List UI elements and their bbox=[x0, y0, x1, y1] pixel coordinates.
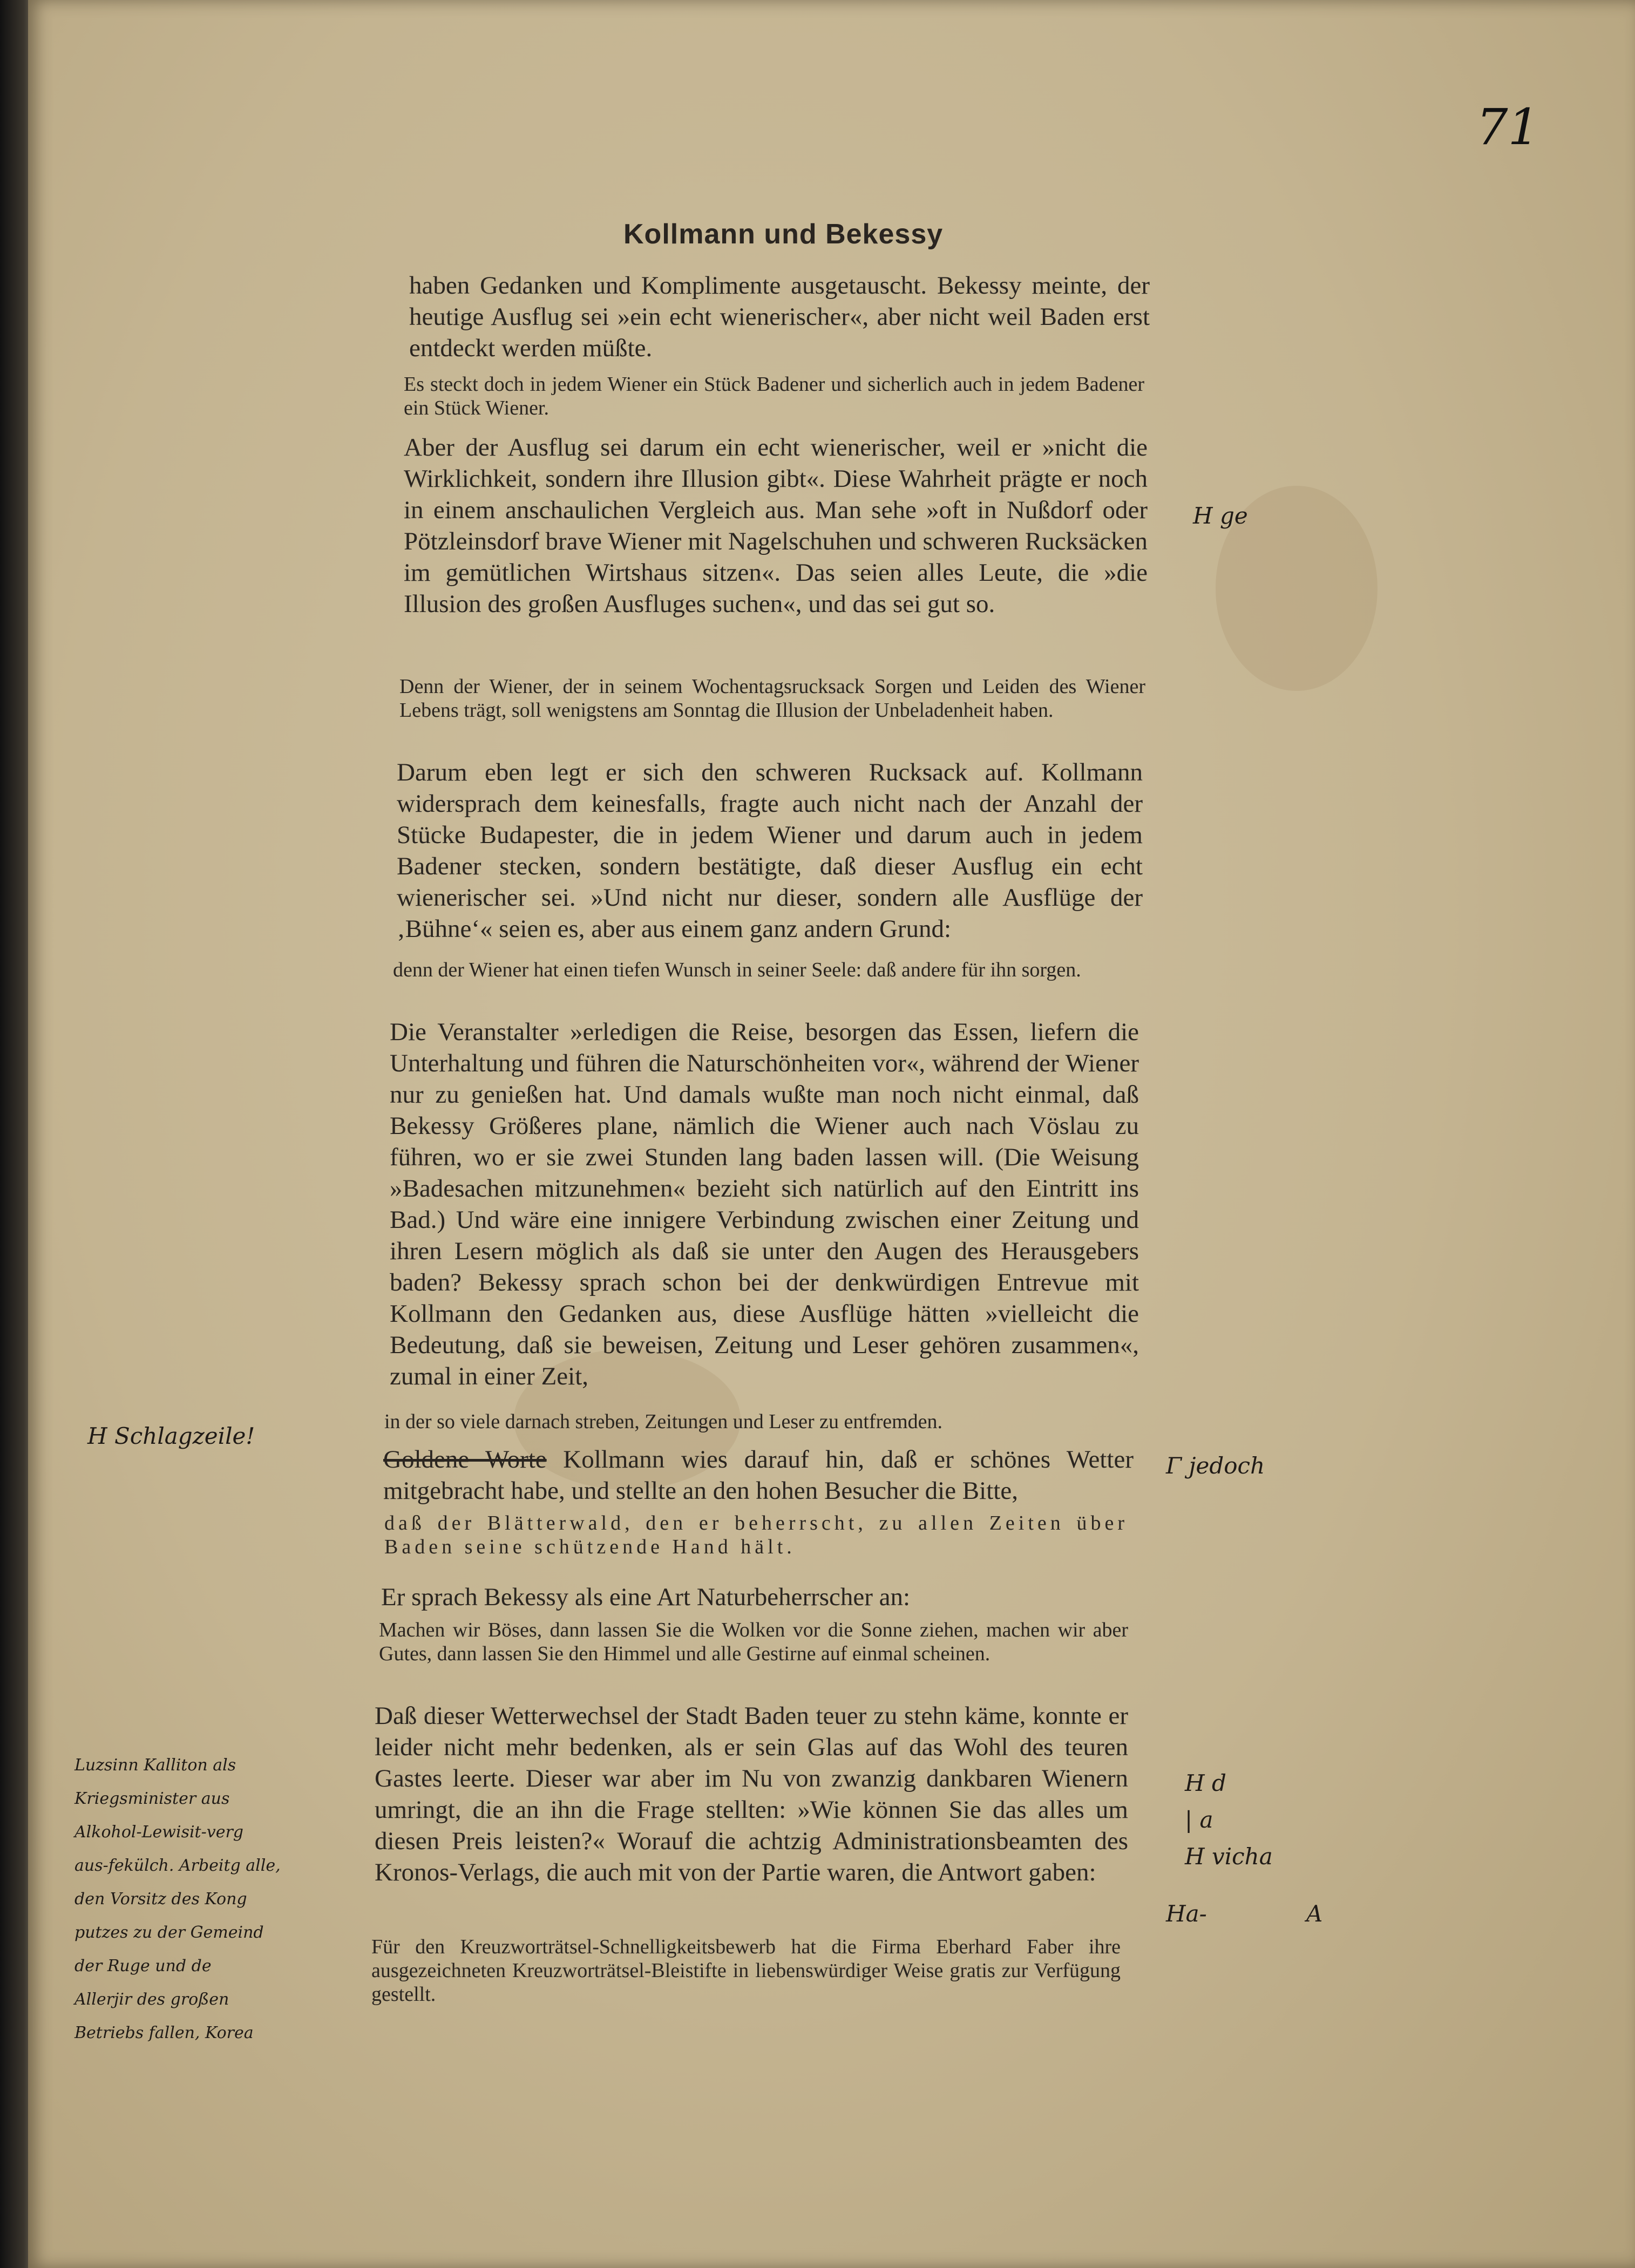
body-paragraph: Goldene Worte Kollmann wies darauf hin, daß er schönes Wetter mitgebracht habe, und stellte an den hohen Besucher die Bitte, bbox=[383, 1445, 1134, 1505]
margin-note: A bbox=[1306, 1900, 1323, 1927]
quote-paragraph: daß der Blätterwald, den er beherrscht, zu allen Zeiten über Baden seine schützende Hand hält. bbox=[384, 1512, 1128, 1558]
quote-paragraph: Denn der Wiener, der in seinem Wochentagsrucksack Sorgen und Leiden des Wiener Lebens trägt, soll wenigstens am Sonntag die Illusion der Unbeladenheit haben. bbox=[399, 675, 1145, 722]
body-paragraph: Die Veranstalter »erledigen die Reise, besorgen das Essen, liefern die Unterhaltung und führen die Naturschönheiten vor«, während der Wiener nur zu genießen hat. Und damals wußte man noch nicht einmal, daß Bekessy Größeres plane, nämlich die Wiener auch nach Vöslau zu führen, wo er sie zwei Stunden lang baden lassen will. (Die Weisung »Badesachen mitzunehmen« bezieht sich natürlich auf den Eintritt ins Bad.) Und wäre eine innigere Verbindung zwischen einer Zeitung und ihren Lesern möglich als daß sie unter den Augen des Herausgebers baden? Bekessy sprach schon bei der denkwürdigen Entrevue mit Kollmann den Gedanken aus, diese Ausflüge hätten »vielleicht die Bedeutung, daß sie beweisen, Zeitung und Leser gehören zusammen«, zumal in einer Zeit, bbox=[390, 1018, 1139, 1390]
struck-text: Goldene Worte bbox=[383, 1445, 547, 1473]
quote-paragraph: in der so viele darnach streben, Zeitungen und Leser zu entfremden. bbox=[384, 1410, 943, 1433]
body-paragraph: Er sprach Bekessy als eine Art Naturbeherrscher an: bbox=[381, 1583, 911, 1611]
body-paragraph: haben Gedanken und Komplimente ausgetauscht. Bekessy meinte, der heutige Ausflug sei »ein echt wienerischer«, aber nicht weil Baden erst entdeckt werden müßte. bbox=[409, 271, 1150, 362]
margin-note: Luzsinn Kalliton als Kriegsminister aus Alkohol-Lewisit-verg aus-fekülch. Arbeitg alle, den Vorsitz des Kong putzes zu der Gemeind der Ruge und de Allerjir des großen Betriebs fallen, Korea bbox=[74, 1756, 281, 2042]
body-paragraph: Daß dieser Wetterwechsel der Stadt Baden teuer zu stehn käme, konnte er leider nicht mehr bedenken, als er sein Glas auf das Wohl des teuren Gastes leerte. Dieser war aber im Nu von zwanzig dankbaren Wienern umringt, die an ihn die Frage stellten: »Wie können Sie das alles um diesen Preis leisten?« Worauf die achtzig Administrationsbeamten des Kronos-Verlags, die auch mit von der Partie waren, die Antwort gaben: bbox=[375, 1702, 1128, 1886]
margin-note: H ge bbox=[1193, 503, 1248, 529]
page-number: 71 bbox=[1476, 98, 1540, 156]
margin-note: Ha- bbox=[1166, 1900, 1207, 1927]
body-paragraph: Darum eben legt er sich den schweren Rucksack auf. Kollmann widersprach dem keinesfalls, fragte auch nicht nach der Anzahl der Stücke Budapester, die in jedem Wiener und darum auch in jedem Badener stecken, sondern bestätigte, daß dieser Ausflug ein echt wienerischer sei. »Und nicht nur dieser, sondern alle Ausflüge der ‚Bühne‘« seien es, aber aus einem ganz andern Grund: bbox=[397, 758, 1143, 943]
quote-paragraph: Es steckt doch in jedem Wiener ein Stück Badener und sicherlich auch in jedem Badener ein Stück Wiener. bbox=[404, 373, 1144, 419]
quote-paragraph: denn der Wiener hat einen tiefen Wunsch in seiner Seele: daß andere für ihn sorgen. bbox=[393, 959, 1081, 981]
quote-paragraph: Machen wir Böses, dann lassen Sie die Wolken vor die Sonne ziehen, machen wir aber Gutes, dann lassen Sie den Himmel und alle Gestirne auf einmal scheinen. bbox=[379, 1619, 1128, 1665]
margin-note: Γ jedoch bbox=[1166, 1452, 1265, 1479]
margin-note: H Schlagzeile! bbox=[87, 1423, 255, 1449]
margin-note: H d | a H vicha bbox=[1185, 1770, 1273, 1870]
body-paragraph: Aber der Ausflug sei darum ein echt wienerischer, weil er »nicht die Wirklichkeit, sondern ihre Illusion gibt«. Diese Wahrheit prägte er noch in einem anschaulichen Vergleich aus. Man sehe »oft in Nußdorf oder Pötzleinsdorf brave Wiener mit Nagelschuhen und schweren Rucksäcken im gemütlichen Wirtshaus sitzen«. Das seien alles Leute, die »die Illusion des großen Ausfluges suchen«, und das sei gut so. bbox=[404, 433, 1148, 618]
quote-paragraph: Für den Kreuzworträtsel-Schnelligkeitsbewerb hat die Firma Eberhard Faber ihre ausgezeichneten Kreuzworträtsel-Bleistifte in liebenswürdiger Weise gratis zur Verfügung gestellt. bbox=[371, 1936, 1121, 2006]
page-title: Kollmann und Bekessy bbox=[623, 219, 944, 250]
